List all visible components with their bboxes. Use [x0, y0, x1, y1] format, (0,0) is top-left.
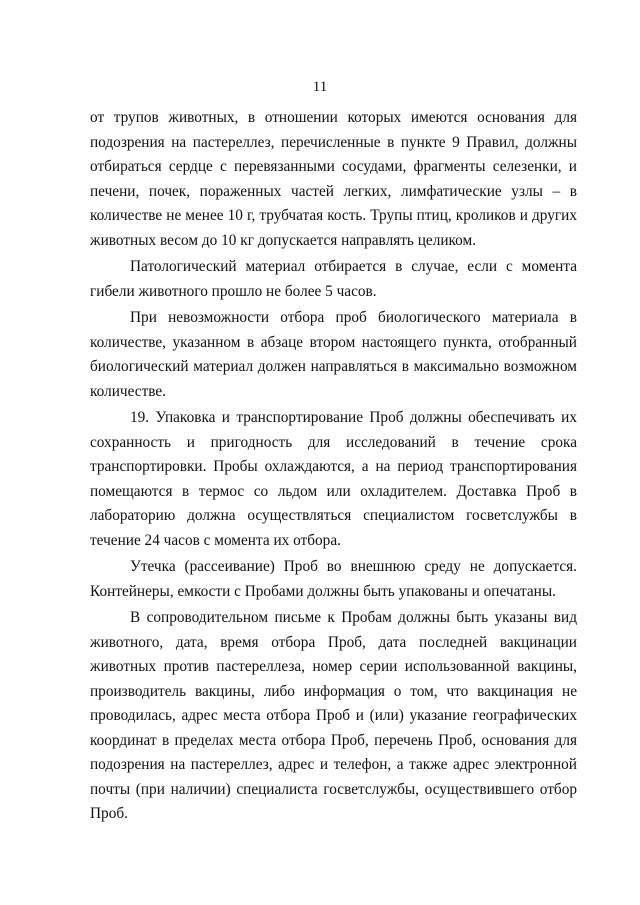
paragraph-leakage: Утечка (рассеивание) Проб во внешнюю среду не допускается. Контейнеры, емкости с Пробами должны быть упакованы и опечатаны. [90, 558, 577, 600]
page-number: 11 [312, 79, 328, 95]
document-body [90, 106, 577, 829]
paragraph-cover-letter: В сопроводительном письме к Пробам должны быть указаны вид животного, дата, время отбора Проб, дата последней вакцинации животных против пастереллеза, номер серии использованной вакцины, производитель вакцины, либо информация о том, что вакцинация не проводилась, адрес места отбора Проб и (или) указание географических координат в пределах места отбора Проб, перечень Проб, основания для подозрения на пастереллез, адрес и телефон, а также адрес электронной почты (при наличии) специалиста госветслужбы, осуществившего отбор Проб. [90, 609, 577, 822]
paragraph-pathological-material: Патологический материал отбирается в случае, если с момента гибели животного прошло не более 5 часов. [90, 258, 577, 300]
paragraph-sample-collection: от трупов животных, в отношении которых имеются основания для подозрения на пастереллез, перечисленные в пункте 9 Правил, должны отбираться сердце с перевязанными сосудами, фрагменты селезенки, и печени, почек, пораженных частей легких, лимфатические узлы – в количестве не менее 10 г, трубчатая кость. Трупы птиц, кроликов и других животных весом до 10 кг допускается направлять целиком. [90, 109, 577, 249]
paragraph-packaging-transport: 19. Упаковка и транспортирование Проб должны обеспечивать их сохранность и пригодность для исследований в течение срока транспортировки. Пробы охлаждаются, а на период транспортирования помещаются в термос со льдом или охладителем. Доставка Проб в лабораторию должна осуществляться специалистом госветслужбы в течение 24 часов с момента их отбора. [90, 409, 577, 549]
paragraph-insufficient-samples: При невозможности отбора проб биологического материала в количестве, указанном в абзаце втором настоящего пункта, отобранный биологический материал должен направляться в максимально возможном количестве. [90, 309, 577, 400]
